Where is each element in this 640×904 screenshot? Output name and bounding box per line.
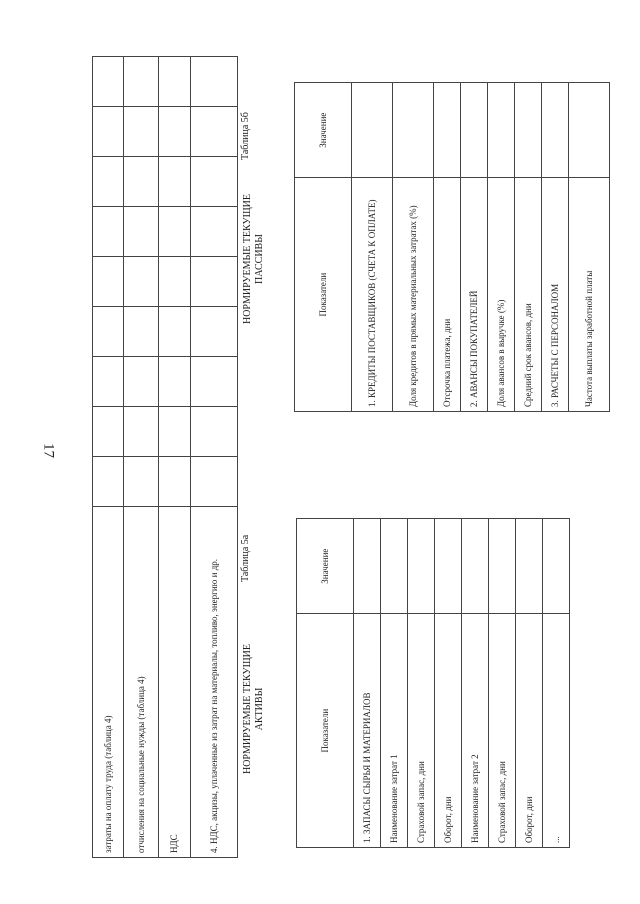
column-header-value: Значение — [295, 83, 352, 178]
table-row — [191, 57, 238, 858]
table-5b-label: Таблица 5б — [240, 112, 251, 160]
table-row: 3. РАСЧЕТЫ С ПЕРСОНАЛОМ — [542, 83, 569, 412]
table-5b-heading: НОРМИРУЕМЫЕ ТЕКУЩИЕ ПАССИВЫ — [242, 193, 265, 325]
table-row: Оборот, дни — [435, 519, 462, 848]
table-row: Страховой запас, дни — [408, 519, 435, 848]
row-label: затраты на оплату труда (таблица 4) — [93, 507, 124, 858]
table-5a-label: Таблица 5а — [240, 534, 251, 582]
table-5b — [294, 82, 610, 412]
table-row: 1. КРЕДИТЫ ПОСТАВЩИКОВ (СЧЕТА К ОПЛАТЕ) — [352, 83, 393, 412]
table-row: Страховой запас, дни — [489, 519, 516, 848]
row-label: НДС — [159, 507, 191, 858]
table-header-row — [297, 519, 354, 848]
table-5a-heading: НОРМИРУЕМЫЕ ТЕКУЩИЕ АКТИВЫ — [242, 643, 265, 775]
table-row: 2. АВАНСЫ ПОКУПАТЕЛЕЙ — [461, 83, 488, 412]
table-row: Доля авансов в выручке (%) — [488, 83, 515, 412]
column-header-value: Значение — [297, 519, 354, 614]
table-row: 1. ЗАПАСЫ СЫРЬЯ И МАТЕРИАЛОВ — [354, 519, 381, 848]
column-header-indicator: Показатели — [297, 614, 354, 848]
table-row: Оборот, дни — [516, 519, 543, 848]
table-row: ... — [543, 519, 570, 848]
table-row: Доля кредитов в прямых материальных затратах (%) — [393, 83, 434, 412]
table-row: Отсрочка платежа, дни — [434, 83, 461, 412]
table-5a — [296, 518, 570, 848]
table-row — [159, 57, 191, 858]
top-continuation-table — [92, 56, 238, 858]
row-label: отчисления на социальные нужды (таблица 4) — [124, 507, 159, 858]
column-header-indicator: Показатели — [295, 178, 352, 412]
table-row: Средний срок авансов, дни — [515, 83, 542, 412]
table-row: Частота выплаты заработной платы — [569, 83, 610, 412]
row-label: 4. НДС, акцизы, уплаченные из затрат на материалы, топливо, энергию и др. — [191, 507, 238, 858]
table-row: Наименование затрат 1 — [381, 519, 408, 848]
table-row — [93, 57, 124, 858]
table-row: Наименование затрат 2 — [462, 519, 489, 848]
page-number: 17 — [40, 443, 57, 458]
table-header-row — [295, 83, 352, 412]
table-row — [124, 57, 159, 858]
